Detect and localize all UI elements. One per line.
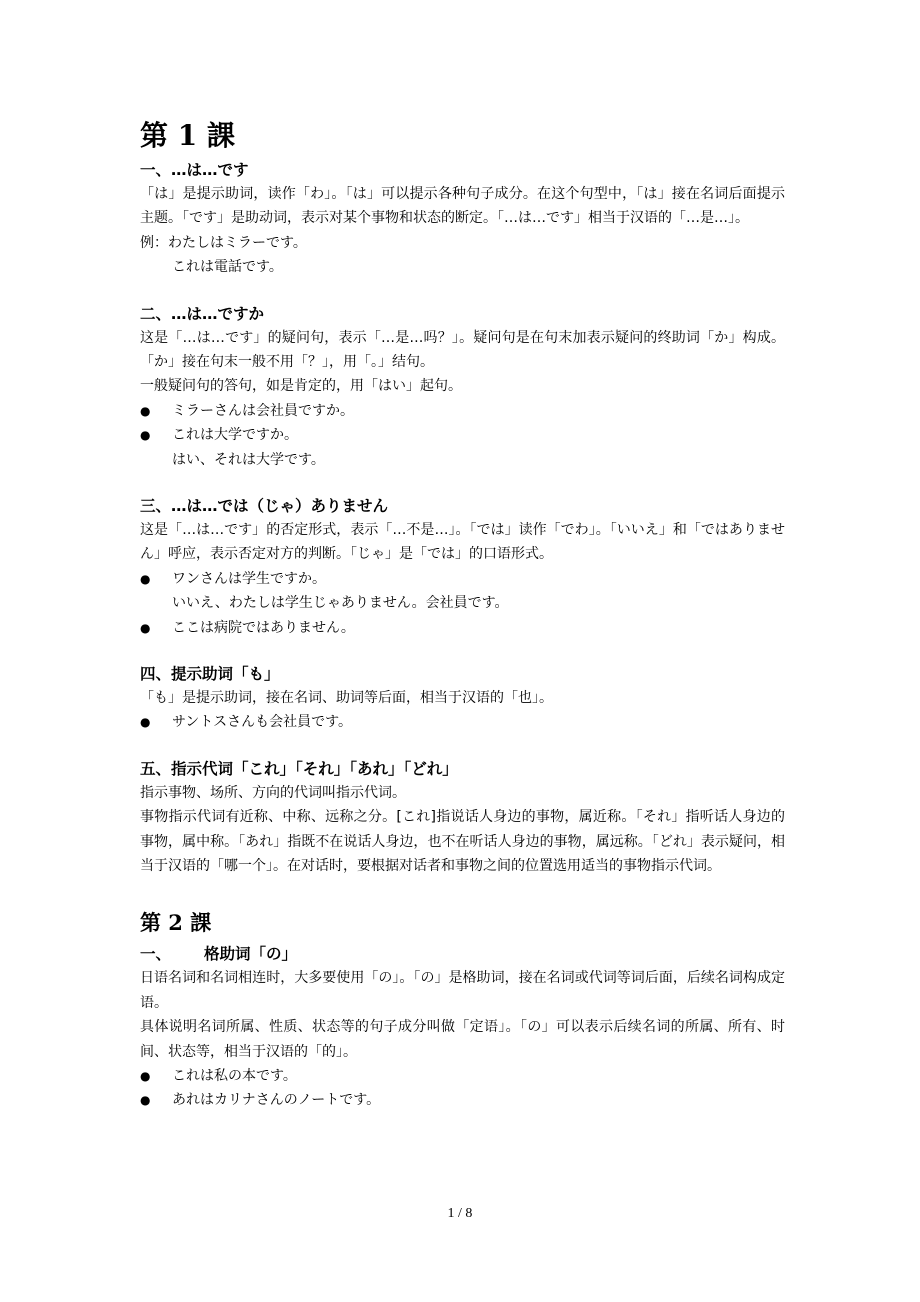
bullet-icon: ● <box>140 1093 151 1108</box>
bullet-icon: ● <box>140 620 151 635</box>
lesson1-section2-body2: 一般疑问句的答句，如是肯定的，用「はい」起句。 <box>140 378 462 395</box>
bullet-answer: いいえ、わたしは学生じゃありません。会社員です。 <box>172 595 509 612</box>
bullet-icon: ● <box>140 571 151 586</box>
bullet-text: これは私の本です。 <box>172 1067 297 1084</box>
example-line: これは電話です。 <box>172 259 283 276</box>
bullet-icon: ● <box>140 715 151 730</box>
bullet-item <box>140 710 785 734</box>
bullet-text: あれはカリナさんのノートです。 <box>172 1092 381 1109</box>
bullet-text: ミラーさんは会社員ですか。 <box>172 402 354 419</box>
bullet-item <box>140 567 785 591</box>
lesson1-section4-heading: 四、提示助词「も」 <box>140 664 280 683</box>
page-number: 1 / 8 <box>447 1206 473 1221</box>
bullet-item <box>140 423 785 447</box>
lesson1-section3-heading: 三、…は…では（じゃ）ありません <box>140 496 389 515</box>
section-number: 一、 <box>140 945 172 964</box>
lesson1-section5-body2: 事物指示代词有近称、中称、远称之分。[これ]指说话人身边的事物，属近称。「それ」指听话人身边的事物，属中称。「あれ」指既不在说话人身边，也不在听话人身边的事物，属远称。「どれ」表示疑问，相当于汉语的「哪一个」。在对话时，要根据对话者和事物之间的位置选用适当的事物指示代词。 <box>140 809 785 874</box>
lesson2-section1-body2: 具体说明名词所属、性质、状态等的句子成分叫做「定语」。「の」可以表示后续名词的所属、所有、时间、状态等，相当于汉语的「的」。 <box>140 1019 785 1060</box>
bullet-item <box>140 1088 785 1112</box>
bullet-icon: ● <box>140 428 151 443</box>
lesson1-section4-body: 「も」是提示助词，接在名词、助词等后面，相当于汉语的「也」。 <box>140 689 553 706</box>
lesson1-section1-body: 「は」是提示助词，读作「わ」。「は」可以提示各种句子成分。在这个句型中，「は」接在名词后面提示主题。「です」是助动词，表示对某个事物和状态的断定。「…は…です」相当于汉语的「…是…」。 <box>140 186 785 227</box>
lesson1-section1-heading: 一、…は…です <box>140 161 249 179</box>
lesson2-section1-heading <box>140 942 785 966</box>
page-content <box>140 118 785 1113</box>
lesson1-section5-body: 指示事物、场所、方向的代词叫指示代词。 <box>140 784 406 801</box>
lesson1-section2-body: 这是「…は…です」的疑问句，表示「…是…吗？」。疑问句是在句末加表示疑问的终助词「か」构成。「か」接在句末一般不用「？」，用「。」结句。 <box>140 329 785 370</box>
bullet-text: これは大学ですか。 <box>172 427 298 444</box>
bullet-item <box>140 616 785 640</box>
bullet-icon: ● <box>140 403 151 418</box>
bullet-text: ここは病院ではありません。 <box>172 619 355 636</box>
bullet-text: サントスさんも会社員です。 <box>172 714 353 731</box>
lesson-2-title: 第 2 課 <box>140 910 212 936</box>
bullet-answer: はい、それは大学です。 <box>172 451 325 468</box>
lesson1-section2-heading: 二、…は…ですか <box>140 304 265 323</box>
section-heading-text: 格助词「の」 <box>204 945 298 964</box>
lesson1-section5-heading: 五、指示代词「これ」「それ」「あれ」「どれ」 <box>140 759 458 778</box>
bullet-icon: ● <box>140 1068 151 1083</box>
bullet-item <box>140 1064 785 1088</box>
lesson2-section1-body: 日语名词和名词相连时，大多要使用「の」。「の」是格助词，接在名词或代词等词后面，后续名词构成定语。 <box>140 970 785 1011</box>
bullet-text: ワンさんは学生ですか。 <box>172 570 326 587</box>
example-line: 例：わたしはミラーです。 <box>140 234 307 251</box>
bullet-item <box>140 399 785 423</box>
lesson1-section3-body: 这是「…は…です」的否定形式，表示「…不是…」。「では」读作「でわ」。「いいえ」和「ではありません」呼应，表示否定对方的判断。「じゃ」是「では」的口语形式。 <box>140 521 785 563</box>
lesson-1-title: 第 1 課 <box>140 119 235 152</box>
